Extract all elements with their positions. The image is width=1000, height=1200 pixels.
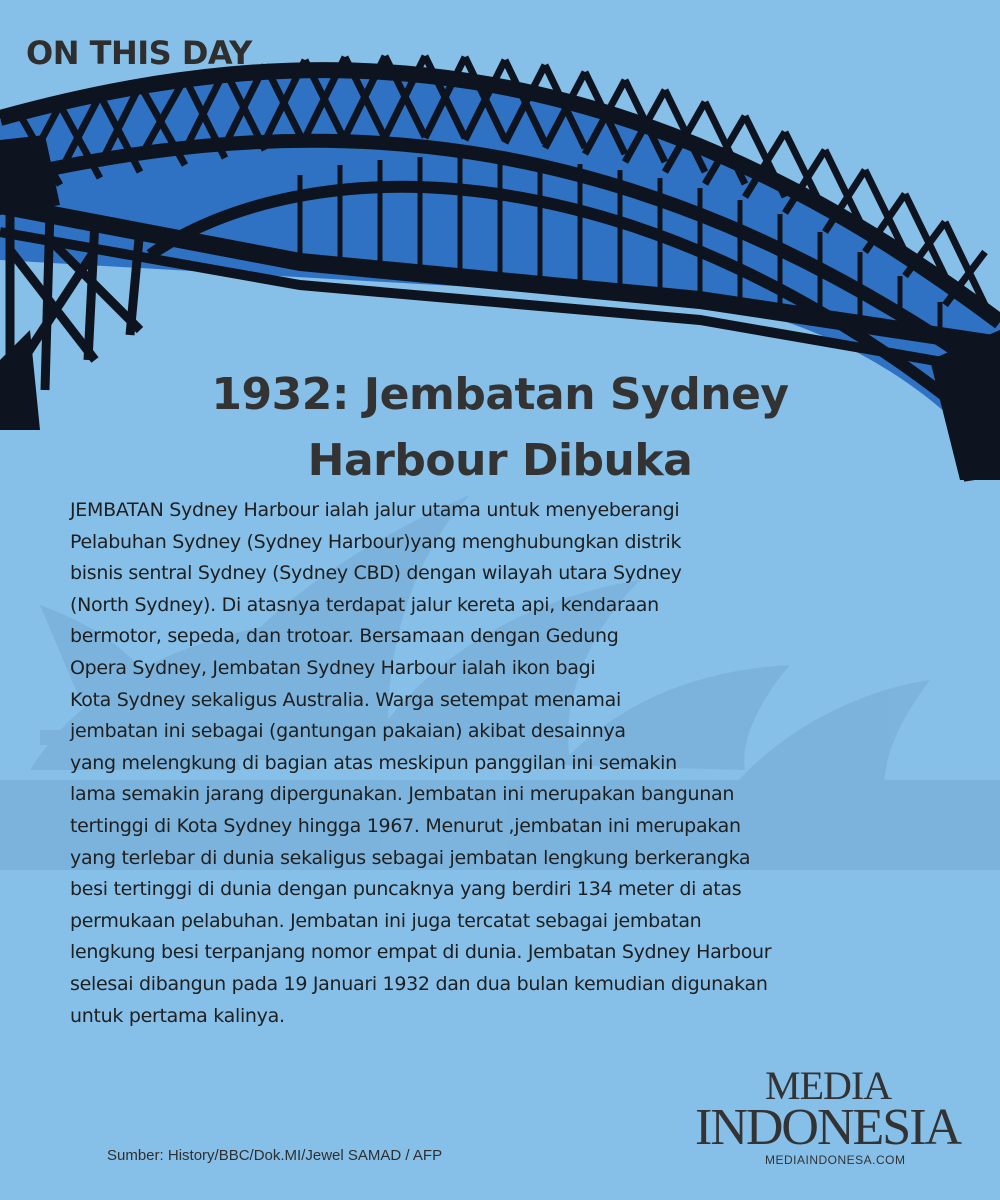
logo-website: MEDIAINDONESA.COM	[765, 1153, 906, 1167]
body-line: bisnis sentral Sydney (Sydney CBD) dengan wilayah utara Sydney	[70, 562, 682, 585]
source-credit: Sumber: History/BBC/Dok.MI/Jewel SAMAD / AFP	[107, 1147, 443, 1164]
on-this-day-label: ON THIS DAY	[26, 34, 252, 72]
body-line: yang terlebar di dunia sekaligus sebagai jembatan lengkung berkerangka	[70, 846, 751, 869]
body-line: permukaan pelabuhan. Jembatan ini juga tercatat sebagai jembatan	[70, 909, 702, 932]
title-line: Harbour Dibuka	[307, 435, 693, 486]
body-line: Opera Sydney, Jembatan Sydney Harbour ialah ikon bagi	[70, 656, 596, 679]
body-line: tertinggi di Kota Sydney hingga 1967. Menurut ,jembatan ini merupakan	[70, 814, 741, 837]
article-body	[70, 495, 950, 1032]
body-line: Kota Sydney sekaligus Australia. Warga setempat menamai	[70, 688, 621, 711]
body-line: Pelabuhan Sydney (Sydney Harbour)yang menghubungkan distrik	[70, 530, 682, 553]
article-title	[150, 362, 850, 494]
body-line: lama semakin jarang dipergunakan. Jembatan ini merupakan bangunan	[70, 783, 735, 806]
body-line: bermotor, sepeda, dan trotoar. Bersamaan dengan Gedung	[70, 625, 619, 648]
body-line: yang melengkung di bagian atas meskipun panggilan ini semakin	[70, 751, 677, 774]
media-indonesia-logo	[695, 1063, 965, 1167]
logo-media: MEDIA	[765, 1063, 892, 1108]
body-line: lengkung besi terpanjang nomor empat di dunia. Jembatan Sydney Harbour	[70, 941, 772, 964]
body-line: JEMBATAN Sydney Harbour ialah jalur utama untuk menyeberangi	[70, 499, 680, 521]
body-line: (North Sydney). Di atasnya terdapat jalur kereta api, kendaraan	[70, 593, 659, 616]
body-line: selesai dibangun pada 19 Januari 1932 dan dua bulan kemudian digunakan	[70, 972, 768, 995]
body-line: jembatan ini sebagai (gantungan pakaian) akibat desainnya	[70, 720, 626, 743]
logo-indonesia: INDONESIA	[695, 1099, 961, 1156]
body-line: untuk pertama kalinya.	[70, 1004, 285, 1027]
title-line: 1932: Jembatan Sydney	[211, 369, 789, 420]
body-line: besi tertinggi di dunia dengan puncaknya yang berdiri 134 meter di atas	[70, 878, 742, 901]
